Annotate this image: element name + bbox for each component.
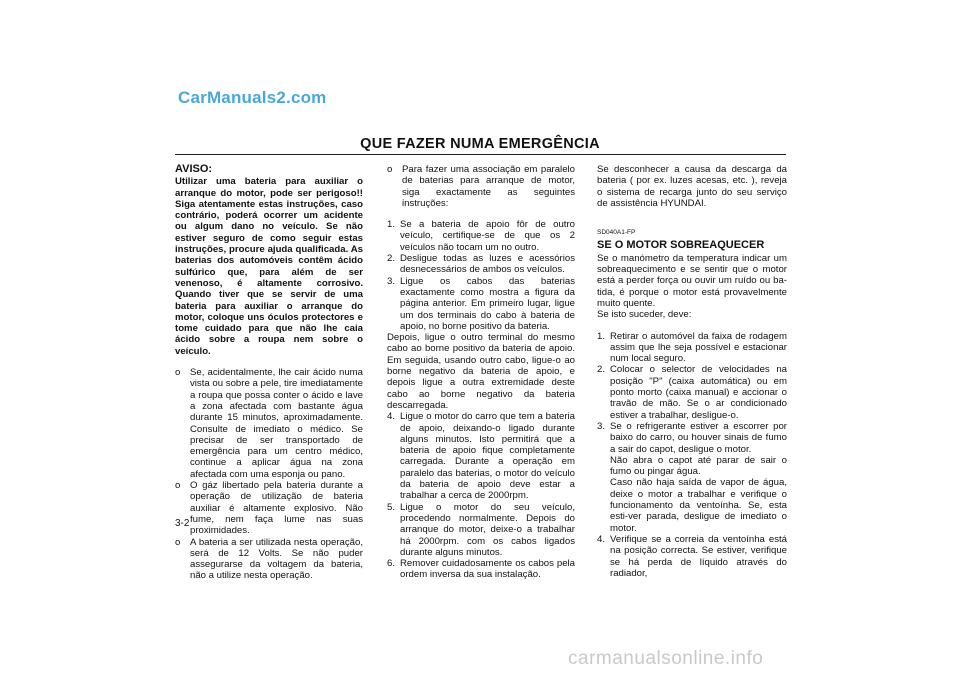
jump-start-steps-continued <box>387 411 575 580</box>
page-number: 3-2 <box>175 518 190 529</box>
section-title: SE O MOTOR SOBREAQUECER <box>597 239 765 252</box>
list-item: 2. Desligue todas as luzes e acessórios desnecessários de ambos os veículos. <box>387 253 575 276</box>
step-3-extra-2: Caso não haja saída de vapor de água, deixe o motor a trabalhar e verifique o funcionamento da ventoínha. Se, esta esti-ver parada, desligue de imediato o motor. <box>610 477 787 534</box>
column-middle <box>387 164 575 581</box>
column-left <box>175 164 363 582</box>
warning-title: AVISO: <box>175 163 213 175</box>
section-text: Se o manómetro da temperatura indicar um sobreaquecimento e se sentir que o motor está a perder força ou ouvir um ruído ou ba-tida, é porque o motor está provavelmente muito quente. <box>597 252 787 309</box>
list-item: o A bateria a ser utilizada nesta operação, será de 12 Volts. Se não puder assegurarse da voltagem da bateria, não a utilize nesta operação. <box>175 536 363 582</box>
list-item: o O gáz libertado pela bateria durante a operação de utilização de bateria auxiliar é altamente explosivo. Não fume, nem faça lume nas suas proximidades. <box>175 480 363 537</box>
list-item: 3. Ligue os cabos das baterias exactamente como mostra a figura da página anterior. Em primeiro lugar, ligue um dos terminais do cabo à bateria de apoio, no borne positivo da bateria. <box>387 275 575 332</box>
section-text-2: Se isto suceder, deve: <box>597 309 692 321</box>
battery-cause-text: Se desconhecer a causa da descarga da bateria ( por ex. luzes acesas, etc. ), reveja o sistema de recarga junto do seu serviço de assistência HYUNDAI. <box>597 164 787 209</box>
step-3-extra: Não abra o capot até parar de sair o fumo ou pingar água. <box>610 454 787 478</box>
list-item: 4. Ligue o motor do carro que tem a bateria de apoio, deixando-o ligado durante alguns minutos. Isto permitirá que a bateria de apoio fique completamente carregada. Durante a operação em paralelo das baterias, o motor do veículo da bateria de apoio deve estar a trabalhar a cerca de 2000rpm. <box>387 411 575 502</box>
watermark-carmanualsonline: carmanualsonline.info <box>568 648 764 669</box>
list-item: 2. Colocar o selector de velocidades na posição "P" (caixa automática) ou em ponto morto (caixa manual) e accionar o travão de mão. Se o ar condicionado estiver a trabalhar, desligue-o. <box>597 364 787 421</box>
header-divider <box>175 154 786 155</box>
list-item: 3. Se o refrigerante estiver a escorrer por baixo do carro, ou houver sinais de fumo a sair do capot, desligue o motor. Não abra o capot até parar de sair o fumo ou pingar água. Caso não haja saída de vapor de água, deixe o motor a trabalhar e verifique o funcionamento da ventoínha. Se, esta esti-ver parada, desligue de imediato o motor. <box>597 420 787 534</box>
warning-text: Utilizar uma bateria para auxiliar o arranque do motor, pode ser perigoso!! Siga atentamente estas instruções, caso contrário, poderá ocorrer um acidente ou algum dano no veículo. Se não estiver seguro de como seguir estas instruções, procure ajuda qualificada. As baterias dos automóveis contêm ácido sulfúrico que, para além de ser venenoso, é altamente corrosivo. Quando tiver que se servir de uma bateria para auxiliar o arranque do motor, coloque uns óculos protectores e tome cuidado para que não lhe caia ácido sobre a roupa nem sobre o veículo. <box>175 176 363 357</box>
section-code: SD040A1-FP <box>597 229 636 237</box>
list-item: o Se, acidentalmente, lhe cair ácido numa vista ou sobre a pele, tire imediatamente a roupa que possa conter o ácido e lave a zona afectada com bastante água durante 15 minutos, aproximadamente. Consulte de imediato o médico. Se precisar de ser transportado de emergência para um centro médico, continue a aplicar água na zona afectada com uma esponja ou pano. <box>175 367 363 480</box>
list-item: 6. Remover cuidadosamente os cabos pela ordem inversa da sua instalação. <box>387 558 575 581</box>
intro-bullet <box>387 164 575 209</box>
overheat-steps <box>597 331 787 580</box>
list-item: 1. Se a bateria de apoio fôr de outro veículo, certifique-se de que os 2 veículos não tocam um no outro. <box>387 219 575 253</box>
page-title: QUE FAZER NUMA EMERGÊNCIA <box>360 136 600 152</box>
list-item: 4. Verifique se a correia da ventoínha está na posição correcta. Se estiver, verifique se há perda de líquido através do radiador, <box>597 533 787 579</box>
jump-start-steps <box>387 219 575 332</box>
column-right <box>597 164 787 579</box>
watermark-carmanuals2: CarManuals2.com <box>178 88 327 107</box>
list-item: 1. Retirar o automóvel da faixa de rodagem assim que lhe seja possível e estacionar num local seguro. <box>597 330 787 365</box>
step-3-continuation: Depois, ligue o outro terminal do mesmo cabo ao borne positivo da bateria de apoio. Em seguida, usando outro cabo, ligue-o ao borne negativo da bateria de apoio, e depois ligue a outra extremidade deste cabo ao borne negativo da bateria descarregada. <box>387 332 575 411</box>
list-item: 5. Ligue o motor do seu veículo, procedendo normalmente. Depois do arranque do motor, deixe-o a trabalhar há 2000rpm. com os cabos ligados durante alguns minutos. <box>387 501 575 558</box>
list-item: o Para fazer uma associação em paralelo de baterias para arranque de motor, siga exactamente as seguintes instruções: <box>387 164 575 209</box>
safety-bullet-list <box>175 367 363 582</box>
